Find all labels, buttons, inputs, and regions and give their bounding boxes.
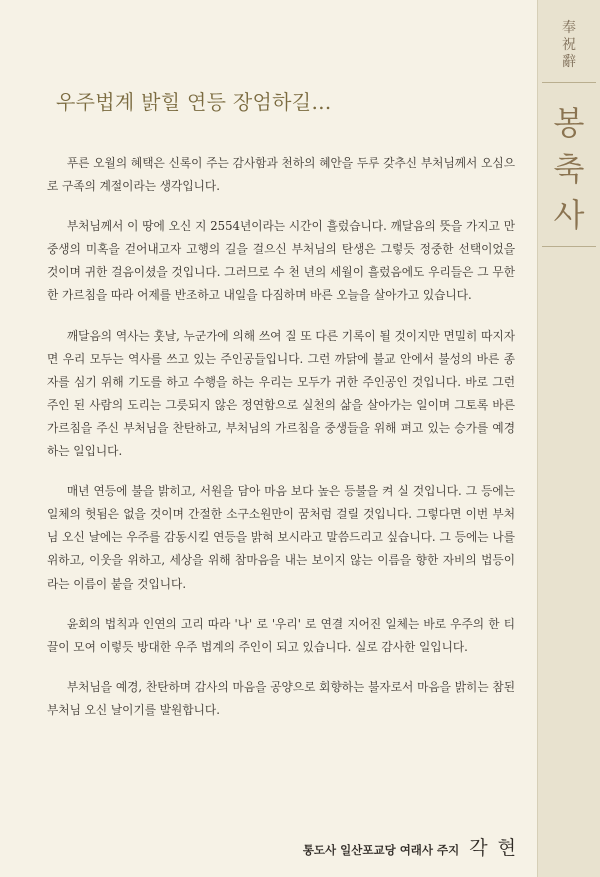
side-tab-title-char: 사: [553, 196, 585, 234]
paragraph: 부처님께서 이 땅에 오신 지 2554년이라는 시간이 흘렀습니다. 깨달음의 뜻을 가지고 만 중생의 미혹을 걷어내고자 고행의 길을 걸으신 부처님의 탄생은 그렇듯 정중한 선택이었을 것이며 귀한 걸음이셨을 것입니다. 그러므로 수 천 년의 세월이 흘렀음에도 우리들은 그 무한한 가르침을 따라 어제를 반조하고 내일을 다짐하며 바른 오늘을 살아가고 있습니다.: [47, 219, 515, 303]
signature-organization: 통도사 일산포교당 여래사 주지: [302, 843, 460, 857]
paragraph: 깨달음의 역사는 훗날, 누군가에 의해 쓰여 질 또 다른 기록이 될 것이지만 면밀히 따지자면 우리 모두는 역사를 쓰고 있는 주인공들입니다. 그런 까닭에 불교 안에서 불성의 바른 종자를 심기 위해 기도를 하고 수행을 하는 우리는 모두가 귀한 주인공인 것입니다. 바로 그런 주인 된 사람의 도리는 그릇되지 않은 정연함으로 실천의 삶을 살아가는 일이며 그토록 바른 가르침을 주신 부처님을 찬탄하고, 부처님의 가르침을 중생들을 위해 펴고 있는 승가를 예경하는 일입니다.: [47, 328, 515, 459]
side-tab-hanja: [551, 20, 587, 71]
side-tab-hanja-char: 辭: [562, 54, 576, 70]
paragraph: 부처님을 예경, 찬탄하며 감사의 마음을 공양으로 회향하는 불자로서 마음을 밝히는 참된 부처님 오신 날이기를 발원합니다.: [47, 679, 515, 717]
side-tab-divider: [542, 82, 596, 83]
signature-name: 각 현: [469, 837, 518, 859]
side-tab-hanja-char: 奉: [562, 20, 576, 36]
page-title: 우주법계 밝힐 연등 장엄하길…: [56, 90, 332, 114]
paragraph: 매년 연등에 불을 밝히고, 서원을 담아 마음 보다 높은 등불을 켜 실 것입니다. 그 등에는 일체의 헛됨은 없을 것이며 간절한 소구소원만이 꿈처럼 걸릴 것입니다. 그렇다면 이번 부처님 오신 날에는 우주를 감동시킬 연등을 밝혀 보시라고 말씀드리고 싶습니다. 그 등에는 나를 위하고, 이웃을 위하고, 세상을 위해 참마음을 내는 보이지 않는 이름을 향한 자비의 법등이라는 이름이 붙을 것입니다.: [47, 484, 515, 591]
side-tab-hanja-char: 祝: [562, 37, 576, 53]
side-tab: [537, 0, 600, 877]
side-tab-title: [545, 100, 593, 238]
article-body: [47, 152, 515, 739]
paragraph: 윤회의 법칙과 인연의 고리 따라 '나' 로 '우리' 로 연결 지어진 일체는 바로 우주의 한 티끌이 모여 이렇듯 방대한 우주 법계의 주인이 되고 있습니다. 실로 감사한 일입니다.: [47, 616, 515, 654]
signature: [303, 833, 518, 860]
side-tab-title-char: 봉: [553, 104, 585, 142]
paragraph: 푸른 오월의 혜택은 신록이 주는 감사함과 천하의 혜안을 두루 갖추신 부처님께서 오심으로 구족의 계절이라는 생각입니다.: [47, 156, 515, 194]
side-tab-title-char: 축: [553, 150, 585, 188]
side-tab-divider: [542, 246, 596, 247]
